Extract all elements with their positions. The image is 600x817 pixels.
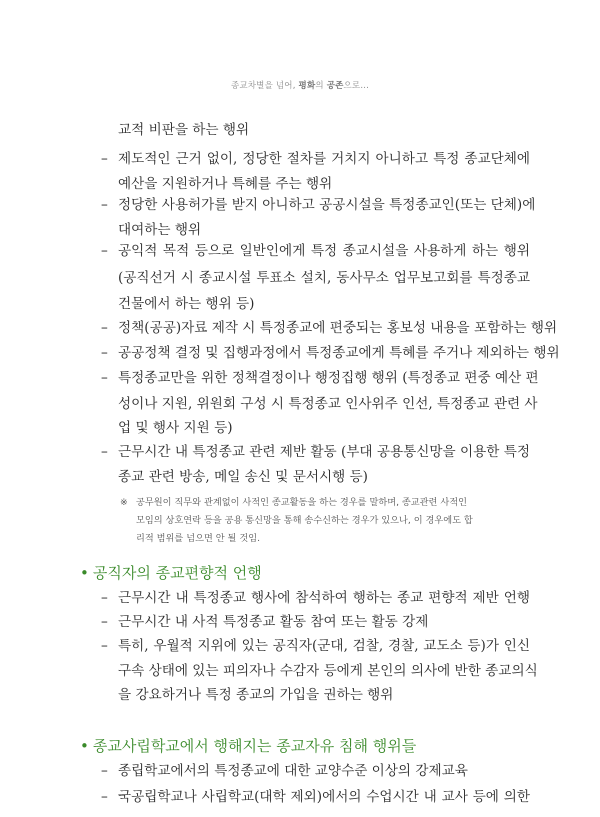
header-emphasis-coexistence: 공존 bbox=[326, 81, 344, 91]
note-mark: ※ bbox=[120, 497, 128, 508]
running-header bbox=[0, 79, 600, 91]
note-line: 리적 범위를 넘으면 안 될 것임. bbox=[136, 533, 261, 544]
header-emphasis-peace: 평화 bbox=[298, 81, 316, 91]
dash-marker: – bbox=[101, 763, 108, 779]
section-heading bbox=[80, 736, 416, 756]
dash-marker: – bbox=[101, 789, 108, 805]
dash-marker: – bbox=[101, 243, 108, 259]
section-heading bbox=[80, 563, 262, 583]
dash-marker: – bbox=[101, 345, 108, 361]
dash-marker: – bbox=[101, 638, 108, 654]
dash-marker: – bbox=[101, 444, 108, 460]
header-middle: 의 bbox=[315, 81, 327, 91]
dash-marker: – bbox=[101, 590, 108, 606]
dash-marker: – bbox=[101, 614, 108, 630]
header-prefix: 종교차별을 넘어, bbox=[230, 81, 299, 91]
bullet-icon: • bbox=[80, 564, 89, 582]
dash-marker: – bbox=[101, 197, 108, 213]
section-title: 공직자의 종교편향적 언행 bbox=[92, 564, 262, 582]
note-line: 공무원이 직무와 관계없이 사적인 종교활동을 하는 경우를 말하며, 종교관련 사적인 bbox=[136, 497, 467, 508]
dash-marker: – bbox=[101, 151, 108, 167]
dash-marker: – bbox=[101, 320, 108, 336]
dash-marker: – bbox=[101, 370, 108, 386]
header-suffix: 으로... bbox=[343, 81, 370, 91]
section-title: 종교사립학교에서 행해지는 종교자유 침해 행위들 bbox=[92, 737, 417, 755]
note-line: 모임의 상호연락 등을 공용 통신망을 통해 송수신하는 경우가 있으나, 이 경우에도 합 bbox=[136, 515, 473, 526]
bullet-icon: • bbox=[80, 737, 89, 755]
